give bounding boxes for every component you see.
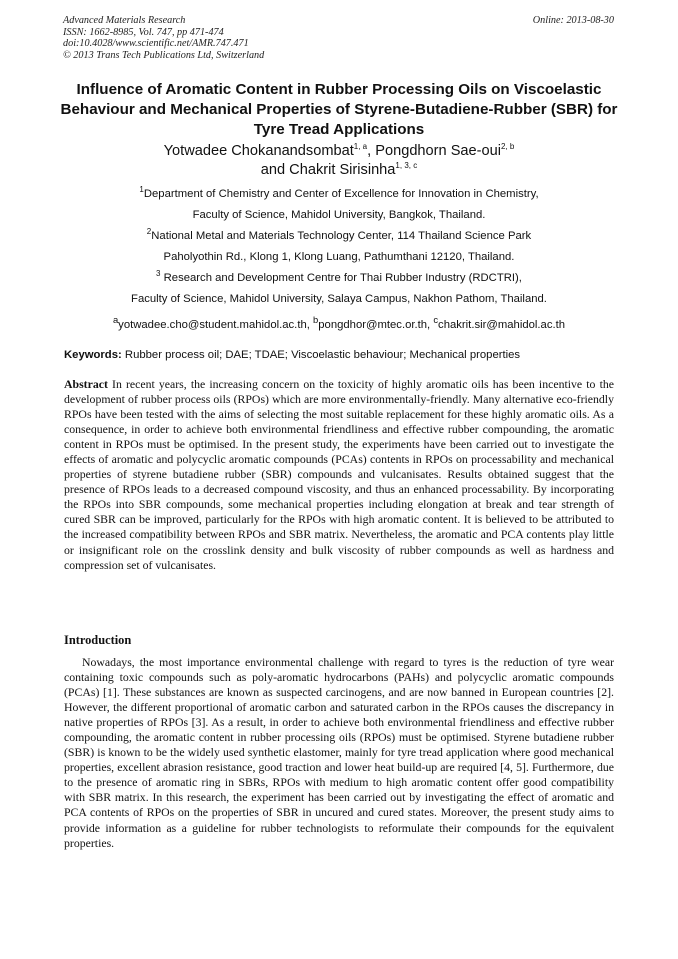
- paper-title: Influence of Aromatic Content in Rubber Processing Oils on Viscoelastic Behaviour and Mechanical Properties of Styrene-Butadiene-Rubber (SBR) for Tyre Tread Applications: [60, 81, 618, 138]
- author-conjunction: and: [260, 162, 290, 178]
- issn-line: ISSN: 1662-8985, Vol. 747, pp 471-474: [63, 26, 224, 38]
- author-emails: [30, 313, 648, 332]
- affiliation-1-line-1: $^1$Department of Chemistry and Center of Excellence for Innovation in Chemistry,: [139, 185, 539, 200]
- doi-line: doi:10.4028/www.scientific.net/AMR.747.471: [63, 38, 249, 50]
- abstract-text: In recent years, the increasing concern on the toxicity of highly aromatic oils has been incentive to the development of rubber process oils (RPOs) which are more environmentally-friendly. Many alternative eco-friendly RPOs have been tested with the aims of selecting the most suitable replacement for these highly aromatic oils. As a consequence, in order to achieve both environmental friendliness and effective rubber compounding, the aromatic content in RPOs must be optimised. In the present study, the experiments have been carried out to investigate the effects of aromatic and polycyclic aromatic compounds (PCAs) contents in RPOs on processability and mechanical properties of styrene butadiene rubber (SBR) compounds and vulcanisates. Results obtained suggest that the presence of RPOs leads to a decreased compound viscosity, and thus an enhanced processability. By incorporating the RPOs into SBR compounds, some mechanical properties including elongation at break and tear strength of cured SBR can be improved, particularly for the RPOs with high aromatic content. It is believed to be attributed to the increased compatibility between RPOs and SBR matrix. Nevertheless, the aromatic and PCA contents play little or insignificant role on the crosslink density and bulk viscosity of rubber compounds as well as hardness and compression set of vulcanisates.: [64, 377, 614, 572]
- journal-header: [63, 15, 463, 61]
- affiliation-mark: 3: [156, 269, 161, 279]
- section-heading-introduction: Introduction: [64, 633, 132, 647]
- online-date: Online: 2013-08-30: [532, 15, 614, 26]
- author-name: Pongdhorn Sae-oui: [375, 143, 501, 159]
- email-mark: c: [433, 314, 439, 325]
- introduction-paragraph: Nowadays, the most importance environmental challenge with regard to tyres is the reduction of tyre wear containing toxic compounds such as poly-aromatic hydrocarbons (PAHs) and polycyclic aromatic compounds (PCAs) [1]. These substances are known as suspected carcinogens, and are now banned in European countries [2]. However, the different proportional of aromatic carbon and saturated carbon in the RPOs causes the discrepancy in native properties of RPOs [3]. As a result, in order to achieve both environmental friendliness and effective rubber compounding, the aromatic content in rubber processing oils (RPOs) must be optimised. Styrene butadiene rubber (SBR) is known to be the widely used synthetic elastomer, mainly for tyre tread application where good mechanical properties, excellent abrasion resistance, good traction and lower heat build-up are required [4, 5]. Furthermore, due to the presence of aromatic ring in SBRs, RPOs with medium to high aromatic content offer good compatibility with SBR matrix. In this research, the experiment has been carried out by investigating the effect of aromatic and PCA contents of RPOs on the properties of SBR in uncured and cured states. Moreover, the present study aims to provide information as a guideline for rubber technologists to reformulate their compounds for the equivalent properties.: [64, 655, 614, 850]
- affiliation-3-line-1: $^3$ Research and Development Centre for Thai Rubber Industry (RDCTRI),: [156, 269, 522, 284]
- affiliation-mark: 2: [146, 227, 152, 237]
- author-affiliation-mark: 1, a: [353, 142, 368, 152]
- email-link: chakrit.sir@mahidol.ac.th: [438, 318, 566, 331]
- affiliation-2-line-1: $^2$National Metal and Materials Technology Center, 114 Thailand Science Park: [146, 227, 532, 242]
- affiliation-mark: 1: [139, 185, 144, 195]
- abstract: [64, 377, 614, 573]
- keywords-text: Rubber process oil; DAE; TDAE; Viscoelastic behaviour; Mechanical properties: [121, 349, 521, 361]
- journal-name: Advanced Materials Research: [63, 15, 186, 26]
- affiliation-1-line-2: Faculty of Science, Mahidol University, Bangkok, Thailand.: [192, 209, 486, 221]
- author-separator: ,: [367, 143, 376, 159]
- email-link: pongdhor@mtec.or.th,: [318, 318, 434, 331]
- author-name: Chakrit Sirisinha: [289, 162, 396, 178]
- author-affiliation-mark: 2, b: [501, 142, 515, 152]
- affiliation-3-line-2: Faculty of Science, Mahidol University, Salaya Campus, Nakhon Pathom, Thailand.: [131, 293, 547, 305]
- keywords: [64, 348, 624, 362]
- author-list: [60, 142, 618, 180]
- copyright-line: © 2013 Trans Tech Publications Ltd, Switzerland: [63, 49, 265, 61]
- abstract-label: Abstract: [64, 377, 108, 391]
- author-affiliation-mark: 1, 3, c: [395, 161, 418, 171]
- keywords-label: Keywords:: [64, 349, 122, 361]
- author-name: Yotwadee Chokanandsombat: [163, 143, 354, 159]
- email-mark: b: [313, 314, 319, 325]
- email-mark: a: [112, 314, 119, 325]
- email-link: yotwadee.cho@student.mahidol.ac.th,: [118, 318, 314, 331]
- affiliation-2-line-2: Paholyothin Rd., Klong 1, Klong Luang, Pathumthani 12120, Thailand.: [163, 251, 515, 263]
